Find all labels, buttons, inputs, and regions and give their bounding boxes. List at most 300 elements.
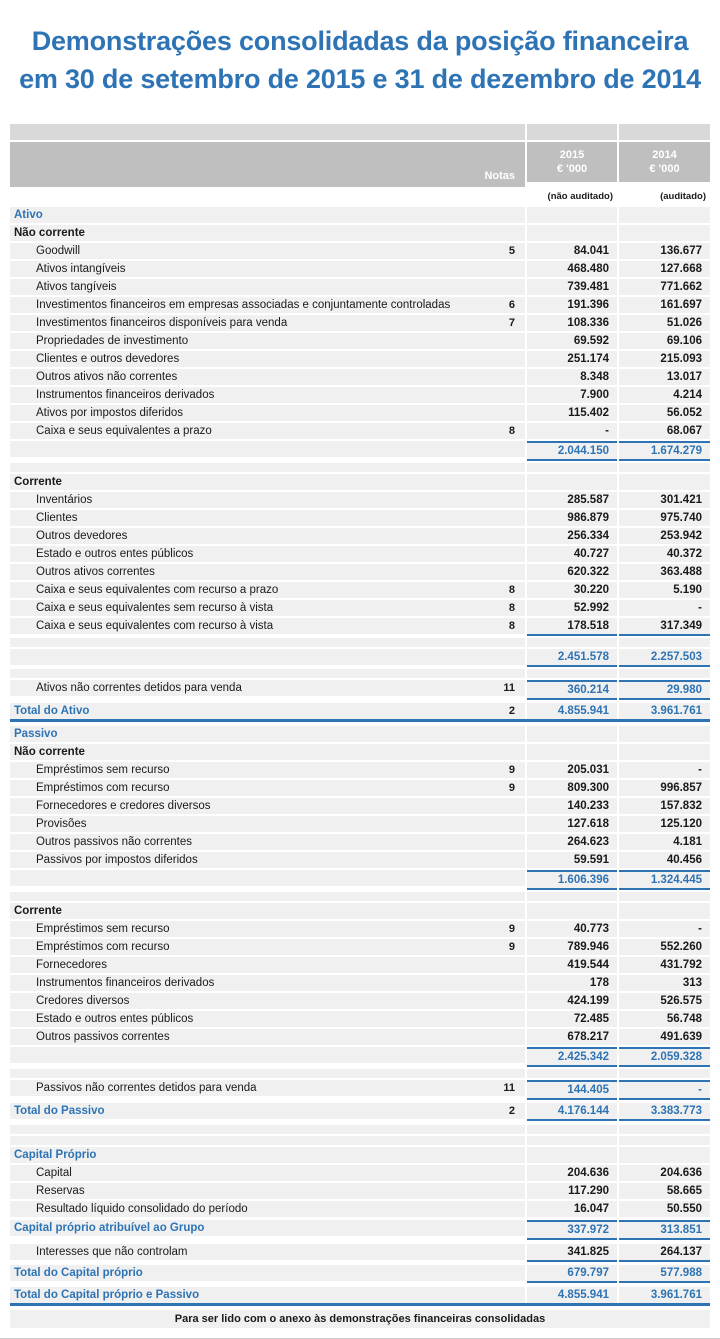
row-label: Caixa e seus equivalentes a prazo <box>36 425 212 437</box>
value-2014-cell: 996.857 <box>619 780 710 796</box>
value-2014-cell: - <box>619 1080 710 1100</box>
value-2014-cell: 317.349 <box>619 618 710 636</box>
table-row <box>10 798 710 814</box>
label-cell <box>10 261 525 277</box>
value-2014-cell: 161.697 <box>619 297 710 313</box>
value-2014-cell: 313 <box>619 975 710 991</box>
table-row <box>10 744 710 760</box>
table-row <box>10 703 710 722</box>
value-2014-cell: 526.575 <box>619 993 710 1009</box>
value-2015-cell <box>527 892 617 901</box>
value-2014-cell <box>619 1147 710 1163</box>
row-label: Ativos tangíveis <box>36 281 117 293</box>
value-2015-cell: 59.591 <box>527 852 617 868</box>
col-2015-year-label: 2015 <box>559 149 585 161</box>
financial-position-table <box>10 124 710 1339</box>
label-cell <box>10 669 525 678</box>
value-2015-cell: 204.636 <box>527 1165 617 1181</box>
value-2014-cell <box>619 225 710 241</box>
value-2015-cell <box>527 474 617 490</box>
value-2015-cell: 256.334 <box>527 528 617 544</box>
top-band-cell <box>619 124 710 140</box>
row-label: Ativos por impostos diferidos <box>36 407 184 419</box>
value-2014-cell: 69.106 <box>619 333 710 349</box>
label-cell <box>10 1183 525 1199</box>
value-2015-cell: 4.855.941 <box>527 703 617 719</box>
table-row <box>10 618 710 636</box>
value-2014-cell: - <box>619 600 710 616</box>
value-2014-cell: 264.137 <box>619 1244 710 1262</box>
label-cell <box>10 1201 525 1217</box>
row-label: Empréstimos com recurso <box>36 941 170 953</box>
value-2014-cell: 1.674.279 <box>619 441 710 461</box>
nota-value: 11 <box>503 1082 515 1094</box>
nota-value: 7 <box>508 317 515 329</box>
value-2014-cell: 4.214 <box>619 387 710 403</box>
value-2014-cell: 975.740 <box>619 510 710 526</box>
col-2015-header-cell <box>527 142 617 182</box>
table-row <box>10 1287 710 1306</box>
table-row <box>10 957 710 973</box>
value-2014-cell: 301.421 <box>619 492 710 508</box>
col-2014-year-label: 2014 <box>652 149 677 161</box>
col-2014-unit-label: € '000 <box>649 163 680 175</box>
notas-header-label: Notas <box>484 170 515 182</box>
label-cell <box>10 582 525 598</box>
label-cell <box>10 441 525 457</box>
value-2014-cell: 68.067 <box>619 423 710 439</box>
nota-value: 8 <box>508 602 515 614</box>
table-row <box>10 680 710 700</box>
label-cell <box>10 1080 525 1096</box>
label-cell <box>10 744 525 760</box>
value-2015-cell: 2.425.342 <box>527 1047 617 1067</box>
audit-2014-label: (auditado) <box>619 189 710 205</box>
table-row <box>10 351 710 367</box>
value-2015-cell: 117.290 <box>527 1183 617 1199</box>
label-cell <box>10 279 525 295</box>
row-label: Empréstimos com recurso <box>36 782 170 794</box>
value-2014-cell <box>619 638 710 647</box>
row-label: Corrente <box>14 476 62 488</box>
value-2014-cell: 136.677 <box>619 243 710 259</box>
row-label: Inventários <box>36 494 93 506</box>
table-row <box>10 600 710 616</box>
label-cell <box>10 762 525 778</box>
value-2015-cell <box>527 903 617 919</box>
table-row <box>10 492 710 508</box>
table-row <box>10 474 710 490</box>
spacer-row <box>10 669 710 678</box>
label-cell <box>10 780 525 796</box>
label-cell <box>10 638 525 647</box>
value-2014-cell <box>619 463 710 472</box>
table-row <box>10 939 710 955</box>
row-label: Instrumentos financeiros derivados <box>36 389 215 401</box>
label-cell <box>10 510 525 526</box>
value-2015-cell: 16.047 <box>527 1201 617 1217</box>
table-row <box>10 1265 710 1283</box>
nota-value: 6 <box>508 299 515 311</box>
value-2014-cell: 40.456 <box>619 852 710 868</box>
row-label: Instrumentos financeiros derivados <box>36 977 215 989</box>
table-row <box>10 405 710 421</box>
table-header-row <box>10 142 710 187</box>
label-cell <box>10 1220 525 1236</box>
notas-header-cell <box>10 142 525 187</box>
spacer-row <box>10 463 710 472</box>
label-cell <box>10 726 525 742</box>
label-cell <box>10 1069 525 1078</box>
value-2014-cell: 157.832 <box>619 798 710 814</box>
label-cell <box>10 474 525 490</box>
row-label: Total do Ativo <box>14 705 90 717</box>
label-cell <box>10 351 525 367</box>
value-2015-cell: 468.480 <box>527 261 617 277</box>
label-cell <box>10 387 525 403</box>
value-2015-cell: 30.220 <box>527 582 617 598</box>
value-2014-cell: 5.190 <box>619 582 710 598</box>
row-label: Investimentos financeiros em empresas associadas e conjuntamente controladas <box>36 299 451 311</box>
row-label: Reservas <box>36 1185 85 1197</box>
table-row <box>10 510 710 526</box>
label-cell <box>10 957 525 973</box>
value-2015-cell: 341.825 <box>527 1244 617 1262</box>
value-2015-cell <box>527 463 617 472</box>
row-label: Estado e outros entes públicos <box>36 1013 194 1025</box>
value-2014-cell: 58.665 <box>619 1183 710 1199</box>
value-2015-cell: 360.214 <box>527 680 617 700</box>
label-cell <box>10 315 525 331</box>
table-row <box>10 333 710 349</box>
table-row <box>10 993 710 1009</box>
value-2014-cell: 40.372 <box>619 546 710 562</box>
label-cell <box>10 1029 525 1045</box>
nota-value: 2 <box>508 1105 515 1117</box>
table-row <box>10 649 710 667</box>
value-2014-cell: 363.488 <box>619 564 710 580</box>
table-row <box>10 903 710 919</box>
value-2015-cell: 2.451.578 <box>527 649 617 667</box>
value-2014-cell: 4.181 <box>619 834 710 850</box>
value-2015-cell: 2.044.150 <box>527 441 617 461</box>
label-cell <box>10 703 525 719</box>
value-2015-cell <box>527 1147 617 1163</box>
value-2015-cell: 620.322 <box>527 564 617 580</box>
value-2015-cell: 789.946 <box>527 939 617 955</box>
value-2014-cell: 215.093 <box>619 351 710 367</box>
label-cell <box>10 546 525 562</box>
label-cell <box>10 903 525 919</box>
nota-value: 5 <box>508 245 515 257</box>
value-2015-cell <box>527 744 617 760</box>
table-row <box>10 852 710 868</box>
row-label: Resultado líquido consolidado do período <box>36 1203 248 1215</box>
value-2015-cell <box>527 726 617 742</box>
value-2014-cell: 431.792 <box>619 957 710 973</box>
value-2015-cell: 264.623 <box>527 834 617 850</box>
value-2014-cell: 2.257.503 <box>619 649 710 667</box>
table-row <box>10 279 710 295</box>
row-label: Capital próprio atribuível ao Grupo <box>14 1222 205 1234</box>
value-2014-cell: 253.942 <box>619 528 710 544</box>
row-label: Outros passivos não correntes <box>36 836 192 848</box>
row-label: Passivos por impostos diferidos <box>36 854 198 866</box>
value-2015-cell: 72.485 <box>527 1011 617 1027</box>
table-top-band <box>10 124 710 140</box>
value-2014-cell: 56.748 <box>619 1011 710 1027</box>
value-2015-cell: - <box>527 423 617 439</box>
label-cell <box>10 297 525 313</box>
value-2015-cell: 285.587 <box>527 492 617 508</box>
value-2014-cell: - <box>619 921 710 937</box>
label-cell <box>10 1103 525 1119</box>
label-cell <box>10 993 525 1009</box>
value-2015-cell: 144.405 <box>527 1080 617 1100</box>
label-cell <box>10 405 525 421</box>
label-cell <box>10 528 525 544</box>
row-label: Clientes <box>36 512 78 524</box>
value-2015-cell: 191.396 <box>527 297 617 313</box>
value-2015-cell: 40.727 <box>527 546 617 562</box>
row-label: Corrente <box>14 905 62 917</box>
value-2014-cell <box>619 474 710 490</box>
table-row <box>10 1103 710 1121</box>
table-row <box>10 1201 710 1217</box>
col-2015-unit-label: € '000 <box>556 163 588 175</box>
label-cell <box>10 369 525 385</box>
value-2014-cell <box>619 669 710 678</box>
label-cell <box>10 492 525 508</box>
value-2015-cell <box>527 669 617 678</box>
table-row <box>10 441 710 461</box>
value-2015-cell: 69.592 <box>527 333 617 349</box>
value-2015-cell: 8.348 <box>527 369 617 385</box>
col-2014-header-cell <box>619 142 710 182</box>
nota-value: 11 <box>503 682 515 694</box>
row-label: Provisões <box>36 818 87 830</box>
row-label: Caixa e seus equivalentes sem recurso à vista <box>36 602 274 614</box>
row-label: Outros ativos correntes <box>36 566 155 578</box>
row-label: Clientes e outros devedores <box>36 353 180 365</box>
table-row <box>10 528 710 544</box>
value-2014-cell: 771.662 <box>619 279 710 295</box>
table-row <box>10 1011 710 1027</box>
audit-status-row <box>10 189 710 205</box>
value-2014-cell: - <box>619 762 710 778</box>
label-cell <box>10 1125 525 1134</box>
value-2014-cell: 51.026 <box>619 315 710 331</box>
table-row <box>10 1220 710 1240</box>
table-row <box>10 816 710 832</box>
row-label: Não corrente <box>14 746 85 758</box>
value-2015-cell <box>527 1069 617 1078</box>
row-label: Capital <box>36 1167 72 1179</box>
label-cell <box>10 423 525 439</box>
value-2015-cell: 424.199 <box>527 993 617 1009</box>
table-row <box>10 1183 710 1199</box>
table-row <box>10 921 710 937</box>
row-label: Fornecedores e credores diversos <box>36 800 211 812</box>
value-2015-cell: 40.773 <box>527 921 617 937</box>
label-cell <box>10 225 525 241</box>
value-2015-cell <box>527 207 617 223</box>
table-row <box>10 546 710 562</box>
spacer-row <box>10 1136 710 1145</box>
row-label: Interesses que não controlam <box>36 1246 188 1258</box>
table-row <box>10 297 710 313</box>
label-cell <box>10 1287 525 1303</box>
table-row <box>10 564 710 580</box>
value-2014-cell: 204.636 <box>619 1165 710 1181</box>
value-2014-cell <box>619 1136 710 1145</box>
label-cell <box>10 649 525 665</box>
value-2015-cell: 739.481 <box>527 279 617 295</box>
row-label: Total do Capital próprio e Passivo <box>14 1289 200 1301</box>
table-row <box>10 225 710 241</box>
top-band-cell <box>527 124 617 140</box>
row-label: Fornecedores <box>36 959 107 971</box>
value-2015-cell: 986.879 <box>527 510 617 526</box>
value-2015-cell: 140.233 <box>527 798 617 814</box>
table-row <box>10 315 710 331</box>
spacer-row <box>10 1069 710 1078</box>
label-cell <box>10 1244 525 1260</box>
label-cell <box>10 564 525 580</box>
row-label: Não corrente <box>14 227 85 239</box>
spacer-row <box>10 892 710 901</box>
table-row <box>10 243 710 259</box>
nota-value: 8 <box>508 425 515 437</box>
value-2014-cell <box>619 1069 710 1078</box>
row-label: Empréstimos sem recurso <box>36 923 170 935</box>
nota-value: 9 <box>508 941 515 953</box>
value-2014-cell <box>619 892 710 901</box>
row-label: Total do Capital próprio <box>14 1267 143 1279</box>
value-2014-cell: 577.988 <box>619 1265 710 1283</box>
label-cell <box>10 939 525 955</box>
table-row <box>10 726 710 742</box>
table-row <box>10 1147 710 1163</box>
value-2015-cell: 4.176.144 <box>527 1103 617 1121</box>
value-2014-cell: 3.383.773 <box>619 1103 710 1121</box>
table-row <box>10 1029 710 1045</box>
table-row <box>10 423 710 439</box>
row-label: Passivos não correntes detidos para venda <box>36 1082 257 1094</box>
row-label: Caixa e seus equivalentes com recurso à vista <box>36 620 274 632</box>
nota-value: 8 <box>508 584 515 596</box>
value-2015-cell <box>527 1136 617 1145</box>
value-2014-cell <box>619 207 710 223</box>
row-label: Investimentos financeiros disponíveis para venda <box>36 317 288 329</box>
label-cell <box>10 618 525 634</box>
value-2015-cell: 1.606.396 <box>527 870 617 890</box>
row-label: Ativos não correntes detidos para venda <box>36 682 242 694</box>
row-label: Propriedades de investimento <box>36 335 189 347</box>
value-2014-cell: 1.324.445 <box>619 870 710 890</box>
label-cell <box>10 852 525 868</box>
row-label: Goodwill <box>36 245 81 257</box>
value-2014-cell: 3.961.761 <box>619 703 710 719</box>
value-2014-cell: 2.059.328 <box>619 1047 710 1067</box>
row-label: Estado e outros entes públicos <box>36 548 194 560</box>
value-2015-cell: 115.402 <box>527 405 617 421</box>
row-label: Ativo <box>14 209 43 221</box>
value-2015-cell: 52.992 <box>527 600 617 616</box>
label-cell <box>10 1136 525 1145</box>
label-cell <box>10 333 525 349</box>
table-row <box>10 834 710 850</box>
spacer-row <box>10 638 710 647</box>
value-2015-cell: 108.336 <box>527 315 617 331</box>
value-2015-cell <box>527 1125 617 1134</box>
spacer-row <box>10 1125 710 1134</box>
value-2014-cell: 552.260 <box>619 939 710 955</box>
table-footnote: Para ser lido com o anexo às demonstrações financeiras consolidadas <box>10 1310 710 1328</box>
nota-value: 2 <box>508 705 515 717</box>
value-2014-cell: 3.961.761 <box>619 1287 710 1303</box>
value-2014-cell <box>619 744 710 760</box>
table-row <box>10 1244 710 1262</box>
table-row <box>10 975 710 991</box>
nota-value: 9 <box>508 764 515 776</box>
value-2014-cell: 56.052 <box>619 405 710 421</box>
value-2015-cell: 84.041 <box>527 243 617 259</box>
top-band-cell <box>10 124 525 140</box>
table-row <box>10 762 710 778</box>
page-title <box>6 22 714 98</box>
value-2015-cell: 337.972 <box>527 1220 617 1240</box>
value-2015-cell: 678.217 <box>527 1029 617 1045</box>
label-cell <box>10 207 525 223</box>
value-2015-cell <box>527 638 617 647</box>
value-2015-cell: 679.797 <box>527 1265 617 1283</box>
value-2014-cell <box>619 1125 710 1134</box>
value-2015-cell: 7.900 <box>527 387 617 403</box>
value-2015-cell <box>527 225 617 241</box>
label-cell <box>10 1047 525 1063</box>
row-label: Empréstimos sem recurso <box>36 764 170 776</box>
label-cell <box>10 1011 525 1027</box>
value-2015-cell: 178 <box>527 975 617 991</box>
table-row <box>10 1047 710 1067</box>
value-2014-cell: 50.550 <box>619 1201 710 1217</box>
table-row <box>10 582 710 598</box>
label-cell <box>10 1165 525 1181</box>
nota-value: 8 <box>508 620 515 632</box>
value-2014-cell: 13.017 <box>619 369 710 385</box>
page-title-line2: em 30 de setembro de 2015 e 31 de dezembro de 2014 <box>19 64 701 94</box>
table-body <box>10 207 710 1306</box>
label-cell <box>10 463 525 472</box>
audit-2015-label: (não auditado) <box>527 189 617 205</box>
row-label: Credores diversos <box>36 995 130 1007</box>
value-2014-cell <box>619 903 710 919</box>
row-label: Total do Passivo <box>14 1105 105 1117</box>
table-row <box>10 1080 710 1100</box>
table-row <box>10 780 710 796</box>
table-row <box>10 387 710 403</box>
audit-empty-cell <box>10 189 525 205</box>
row-label: Capital Próprio <box>14 1149 97 1161</box>
label-cell <box>10 1147 525 1163</box>
label-cell <box>10 680 525 696</box>
value-2014-cell: 491.639 <box>619 1029 710 1045</box>
table-row <box>10 1165 710 1181</box>
row-label: Outros ativos não correntes <box>36 371 178 383</box>
label-cell <box>10 834 525 850</box>
label-cell <box>10 243 525 259</box>
